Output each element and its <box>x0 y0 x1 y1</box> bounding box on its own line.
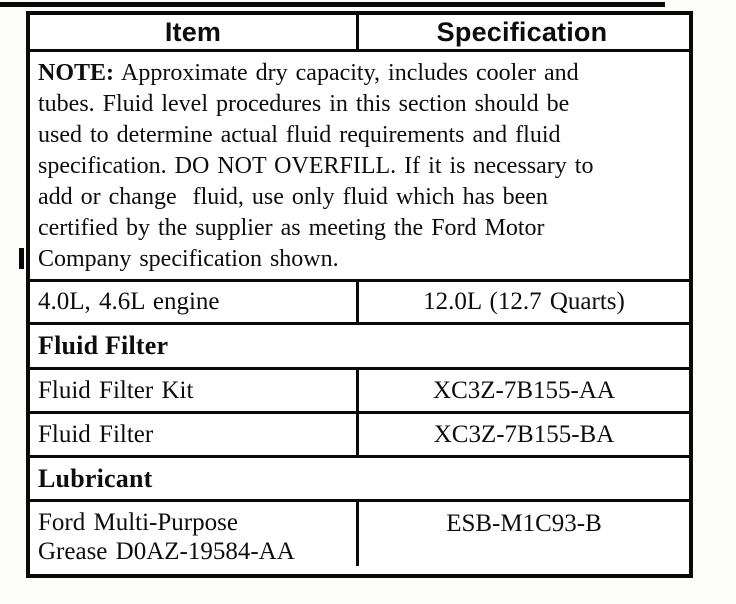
grease-spec-cell <box>359 502 689 538</box>
note-line: used to determine actual fluid requirements and fluid <box>38 122 561 148</box>
fluid-filter-part-number: XC3Z-7B155-BA <box>433 420 615 448</box>
note-row <box>30 52 689 282</box>
engine-item-cell <box>30 282 359 322</box>
grease-item-line-2: Grease D0AZ-19584-AA <box>38 538 295 565</box>
engine-item-label: 4.0L, 4.6L engine <box>38 288 220 315</box>
row-lubricant-grease <box>30 502 689 574</box>
grease-spec-value: ESB-M1C93-B <box>446 510 602 537</box>
note-text <box>30 52 689 279</box>
column-header-item-label: Item <box>164 16 222 47</box>
fluid-filter-item-cell <box>30 414 359 455</box>
note-line: NOTE: Approximate dry capacity, includes cooler and <box>38 60 579 86</box>
note-line: specification. DO NOT OVERFILL. If it is necessary to <box>38 153 594 179</box>
grease-item-line-1: Ford Multi-Purpose <box>38 509 238 536</box>
table-header-row <box>30 15 689 52</box>
fluid-filter-kit-label: Fluid Filter Kit <box>38 376 194 404</box>
scan-artifact-top-bar <box>0 2 665 7</box>
fluid-filter-label: Fluid Filter <box>38 420 154 448</box>
fluid-filter-kit-spec-cell <box>359 370 689 411</box>
note-line: certified by the supplier as meeting the Ford Motor <box>38 215 545 241</box>
column-header-specification <box>359 15 689 49</box>
fluid-filter-kit-item-cell <box>30 370 359 411</box>
column-header-specification-label: Specification <box>436 16 608 47</box>
section-label-lubricant: Lubricant <box>38 463 153 493</box>
section-label-fluid-filter: Fluid Filter <box>38 331 169 360</box>
fluid-filter-kit-part-number: XC3Z-7B155-AA <box>433 376 615 404</box>
note-line: Company specification shown. <box>38 246 339 272</box>
column-header-item <box>30 15 359 49</box>
grease-item-cell <box>30 502 359 566</box>
engine-spec-cell <box>359 282 689 322</box>
row-engine-capacity <box>30 282 689 325</box>
fluid-filter-spec-cell <box>359 414 689 455</box>
note-label: NOTE: <box>38 60 115 86</box>
section-row-fluid-filter <box>30 325 689 370</box>
scan-artifact-left-mark <box>19 248 24 269</box>
note-line: tubes. Fluid level procedures in this section should be <box>38 91 570 117</box>
specification-table <box>26 11 693 578</box>
row-fluid-filter-kit <box>30 370 689 414</box>
engine-spec-value: 12.0L (12.7 Quarts) <box>423 288 625 315</box>
section-row-lubricant <box>30 458 689 502</box>
note-line: add or change fluid, use only fluid which has been <box>38 184 548 210</box>
row-fluid-filter <box>30 414 689 458</box>
